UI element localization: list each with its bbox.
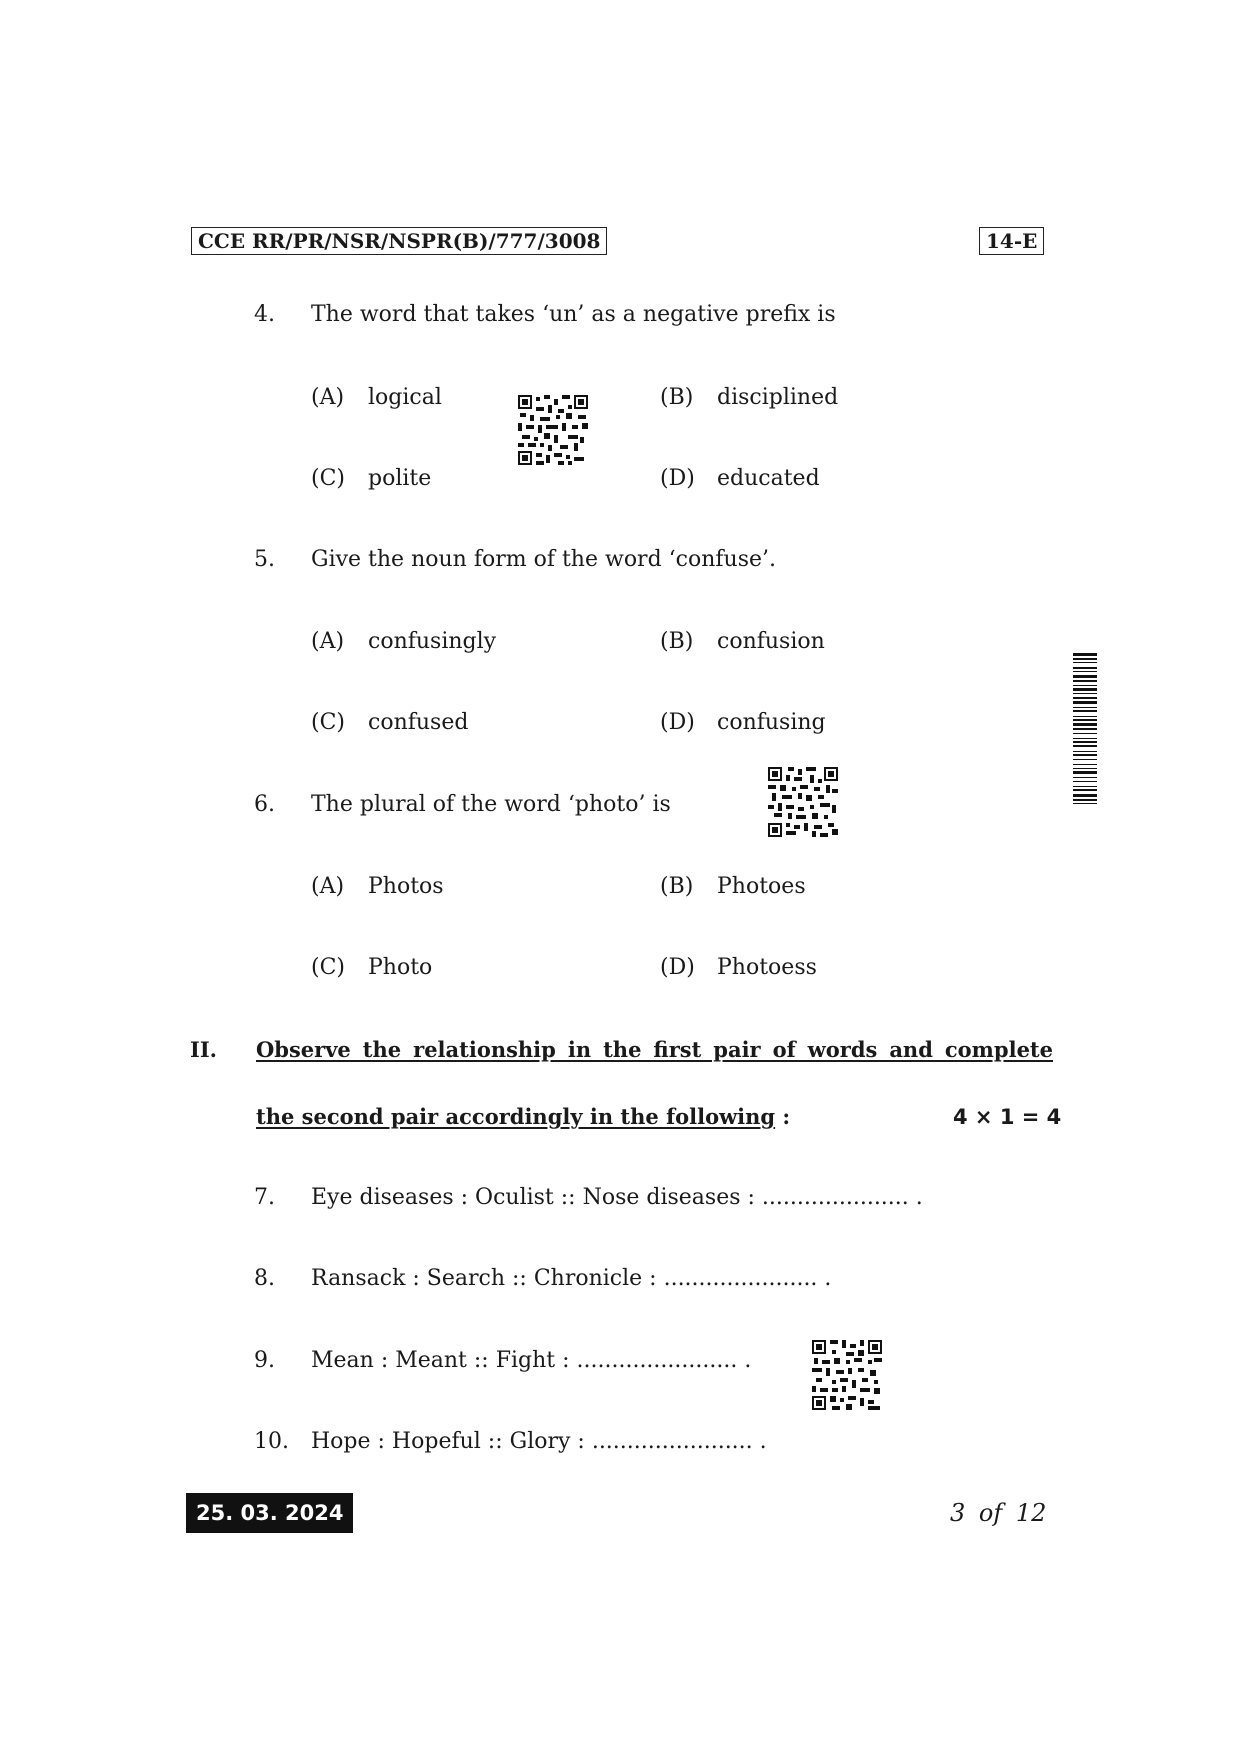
section-instruction-colon: : bbox=[775, 1104, 791, 1129]
option-letter: (B) bbox=[660, 385, 694, 410]
option-letter: (D) bbox=[660, 955, 695, 980]
question-number: 4. bbox=[254, 302, 275, 327]
question-text: The word that takes ‘un’ as a negative prefix is bbox=[311, 302, 836, 327]
option-letter: (B) bbox=[660, 629, 694, 654]
page-number: 3 of 12 bbox=[950, 1499, 1047, 1527]
question-text: The plural of the word ‘photo’ is bbox=[311, 792, 671, 817]
option-letter: (C) bbox=[311, 955, 345, 980]
question-number: 9. bbox=[254, 1348, 275, 1373]
option-text: polite bbox=[368, 466, 432, 491]
section-number: II. bbox=[190, 1037, 217, 1062]
option-text: confusing bbox=[717, 710, 826, 735]
section-instruction-text: the second pair accordingly in the following bbox=[256, 1104, 776, 1129]
option-text: Photoes bbox=[717, 874, 806, 899]
option-letter: (B) bbox=[660, 874, 694, 899]
question-number: 5. bbox=[254, 547, 275, 572]
question-number: 10. bbox=[254, 1429, 289, 1454]
question-number: 6. bbox=[254, 792, 275, 817]
analogy-text: Ransack : Search :: Chronicle : ...................... . bbox=[311, 1266, 832, 1291]
paper-version: 14-E bbox=[979, 227, 1044, 255]
option-text: confusion bbox=[717, 629, 825, 654]
option-text: confused bbox=[368, 710, 469, 735]
qr-code-icon bbox=[812, 1340, 882, 1410]
question-number: 8. bbox=[254, 1266, 275, 1291]
option-text: Photoess bbox=[717, 955, 817, 980]
option-letter: (C) bbox=[311, 710, 345, 735]
qr-code-icon bbox=[518, 395, 588, 465]
option-text: logical bbox=[368, 385, 442, 410]
barcode-icon bbox=[1073, 653, 1097, 925]
option-letter: (A) bbox=[311, 874, 345, 899]
question-text: Give the noun form of the word ‘confuse’. bbox=[311, 547, 776, 572]
option-text: Photos bbox=[368, 874, 444, 899]
analogy-text: Eye diseases : Oculist :: Nose diseases : ..................... . bbox=[311, 1185, 923, 1210]
option-letter: (A) bbox=[311, 385, 345, 410]
option-letter: (C) bbox=[311, 466, 345, 491]
option-letter: (A) bbox=[311, 629, 345, 654]
option-letter: (D) bbox=[660, 466, 695, 491]
section-instruction-line2 bbox=[256, 1103, 790, 1131]
section-instruction-line1: Observe the relationship in the first pair of words and complete bbox=[256, 1037, 1053, 1062]
paper-code: CCE RR/PR/NSR/NSPR(B)/777/3008 bbox=[191, 227, 607, 255]
question-number: 7. bbox=[254, 1185, 275, 1210]
analogy-text: Mean : Meant :: Fight : ....................... . bbox=[311, 1348, 752, 1373]
option-text: confusingly bbox=[368, 629, 497, 654]
analogy-text: Hope : Hopeful :: Glory : ....................... . bbox=[311, 1429, 767, 1454]
option-letter: (D) bbox=[660, 710, 695, 735]
section-marks: 4 × 1 = 4 bbox=[953, 1105, 1062, 1129]
option-text: Photo bbox=[368, 955, 433, 980]
option-text: educated bbox=[717, 466, 820, 491]
option-text: disciplined bbox=[717, 385, 839, 410]
exam-date-badge: 25. 03. 2024 bbox=[186, 1493, 353, 1533]
qr-code-icon bbox=[768, 767, 838, 837]
